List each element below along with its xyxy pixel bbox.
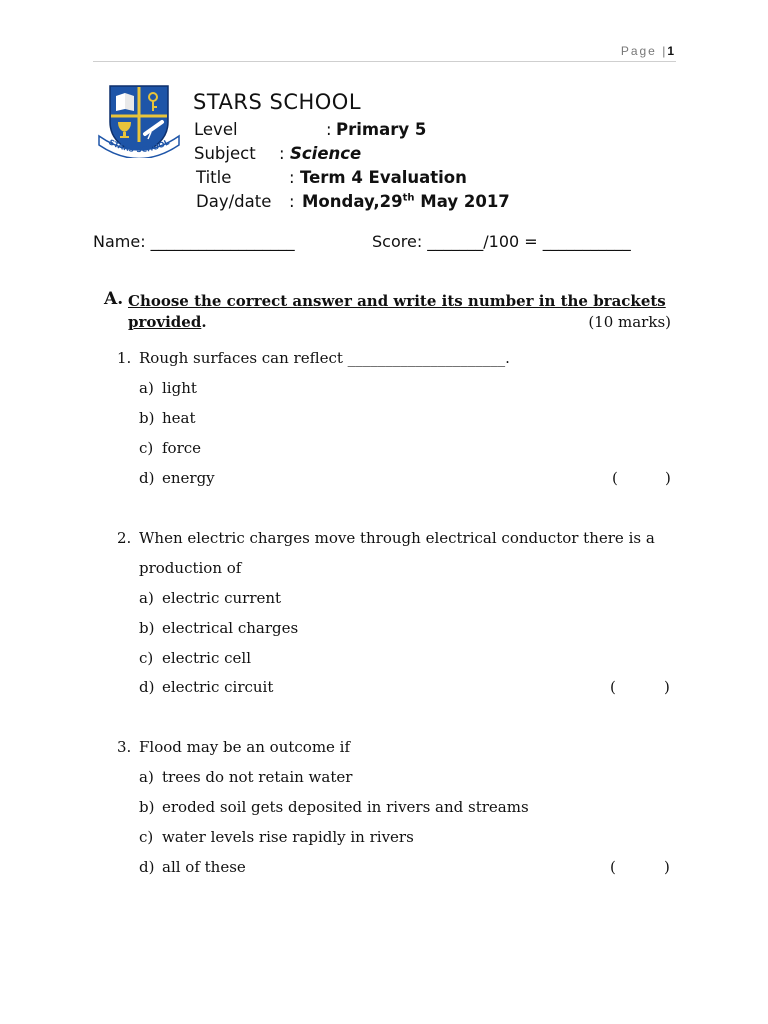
question-text-continued: production of xyxy=(139,559,242,577)
option-letter: a) xyxy=(139,379,154,397)
date-value xyxy=(302,192,510,211)
header-divider xyxy=(93,61,676,62)
level-colon: : xyxy=(326,120,332,139)
option-text: energy xyxy=(162,469,215,487)
answer-bracket-open[interactable]: ( xyxy=(612,469,618,487)
question-text: Rough surfaces can reflect _____________________. xyxy=(139,349,510,367)
title-label: Title xyxy=(196,168,232,187)
option-text: electric current xyxy=(162,589,282,607)
option-letter: d) xyxy=(139,858,155,876)
answer-bracket-close: ) xyxy=(664,678,670,696)
option-text: heat xyxy=(162,409,196,427)
title-colon: : xyxy=(289,168,295,187)
option-text: eroded soil gets deposited in rivers and streams xyxy=(162,798,529,816)
subject-value: Science xyxy=(290,144,362,163)
score-field[interactable]: Score: _______/100 = ___________ xyxy=(372,232,631,251)
option-text: electric cell xyxy=(162,649,251,667)
option-letter: a) xyxy=(139,589,154,607)
section-marks: (10 marks) xyxy=(588,313,671,331)
question-text: When electric charges move through electrical conductor there is a xyxy=(139,529,655,547)
date-day: Monday,29 xyxy=(302,192,403,211)
instruction-provided: provided xyxy=(128,313,202,331)
option-text: electrical charges xyxy=(162,619,299,637)
section-letter: A. xyxy=(104,289,124,309)
option-letter: d) xyxy=(139,678,155,696)
page-label: Page | xyxy=(620,44,668,58)
school-logo xyxy=(95,82,183,158)
logo-text: STARS SCHOOL xyxy=(107,137,171,155)
level-label: Level xyxy=(194,120,238,139)
subject-label: Subject xyxy=(194,144,256,163)
date-colon: : xyxy=(289,192,295,211)
option-text: water levels rise rapidly in rivers xyxy=(162,828,414,846)
name-field[interactable]: Name: __________________ xyxy=(93,232,295,251)
option-letter: d) xyxy=(139,469,155,487)
option-text: light xyxy=(162,379,197,397)
option-letter: a) xyxy=(139,768,154,786)
answer-bracket-open[interactable]: ( xyxy=(610,678,616,696)
option-letter: c) xyxy=(139,439,154,457)
option-text: trees do not retain water xyxy=(162,768,353,786)
school-name: STARS SCHOOL xyxy=(193,90,362,114)
date-month-year: May 2017 xyxy=(414,192,510,211)
option-text: all of these xyxy=(162,858,246,876)
option-text: force xyxy=(162,439,202,457)
option-letter: b) xyxy=(139,619,155,637)
title-value: Term 4 Evaluation xyxy=(300,168,467,187)
answer-bracket-open[interactable]: ( xyxy=(610,858,616,876)
question-number: 1. xyxy=(117,349,132,367)
page-number: 1 xyxy=(667,44,674,58)
subject-colon: : xyxy=(279,144,285,163)
answer-bracket-close: ) xyxy=(665,469,671,487)
question-number: 2. xyxy=(117,529,132,547)
section-instruction-line2: provided. xyxy=(128,313,207,331)
question-text: Flood may be an outcome if xyxy=(139,738,351,756)
option-text: electric circuit xyxy=(162,678,274,696)
option-letter: b) xyxy=(139,409,155,427)
level-value: Primary 5 xyxy=(336,120,427,139)
answer-bracket-close: ) xyxy=(664,858,670,876)
section-instruction-line1: Choose the correct answer and write its number in the brackets xyxy=(128,292,666,310)
option-letter: b) xyxy=(139,798,155,816)
page-number-label xyxy=(621,44,674,58)
option-letter: c) xyxy=(139,828,154,846)
date-ordinal: th xyxy=(402,192,415,204)
date-label: Day/date xyxy=(196,192,272,211)
question-number: 3. xyxy=(117,738,132,756)
option-letter: c) xyxy=(139,649,154,667)
